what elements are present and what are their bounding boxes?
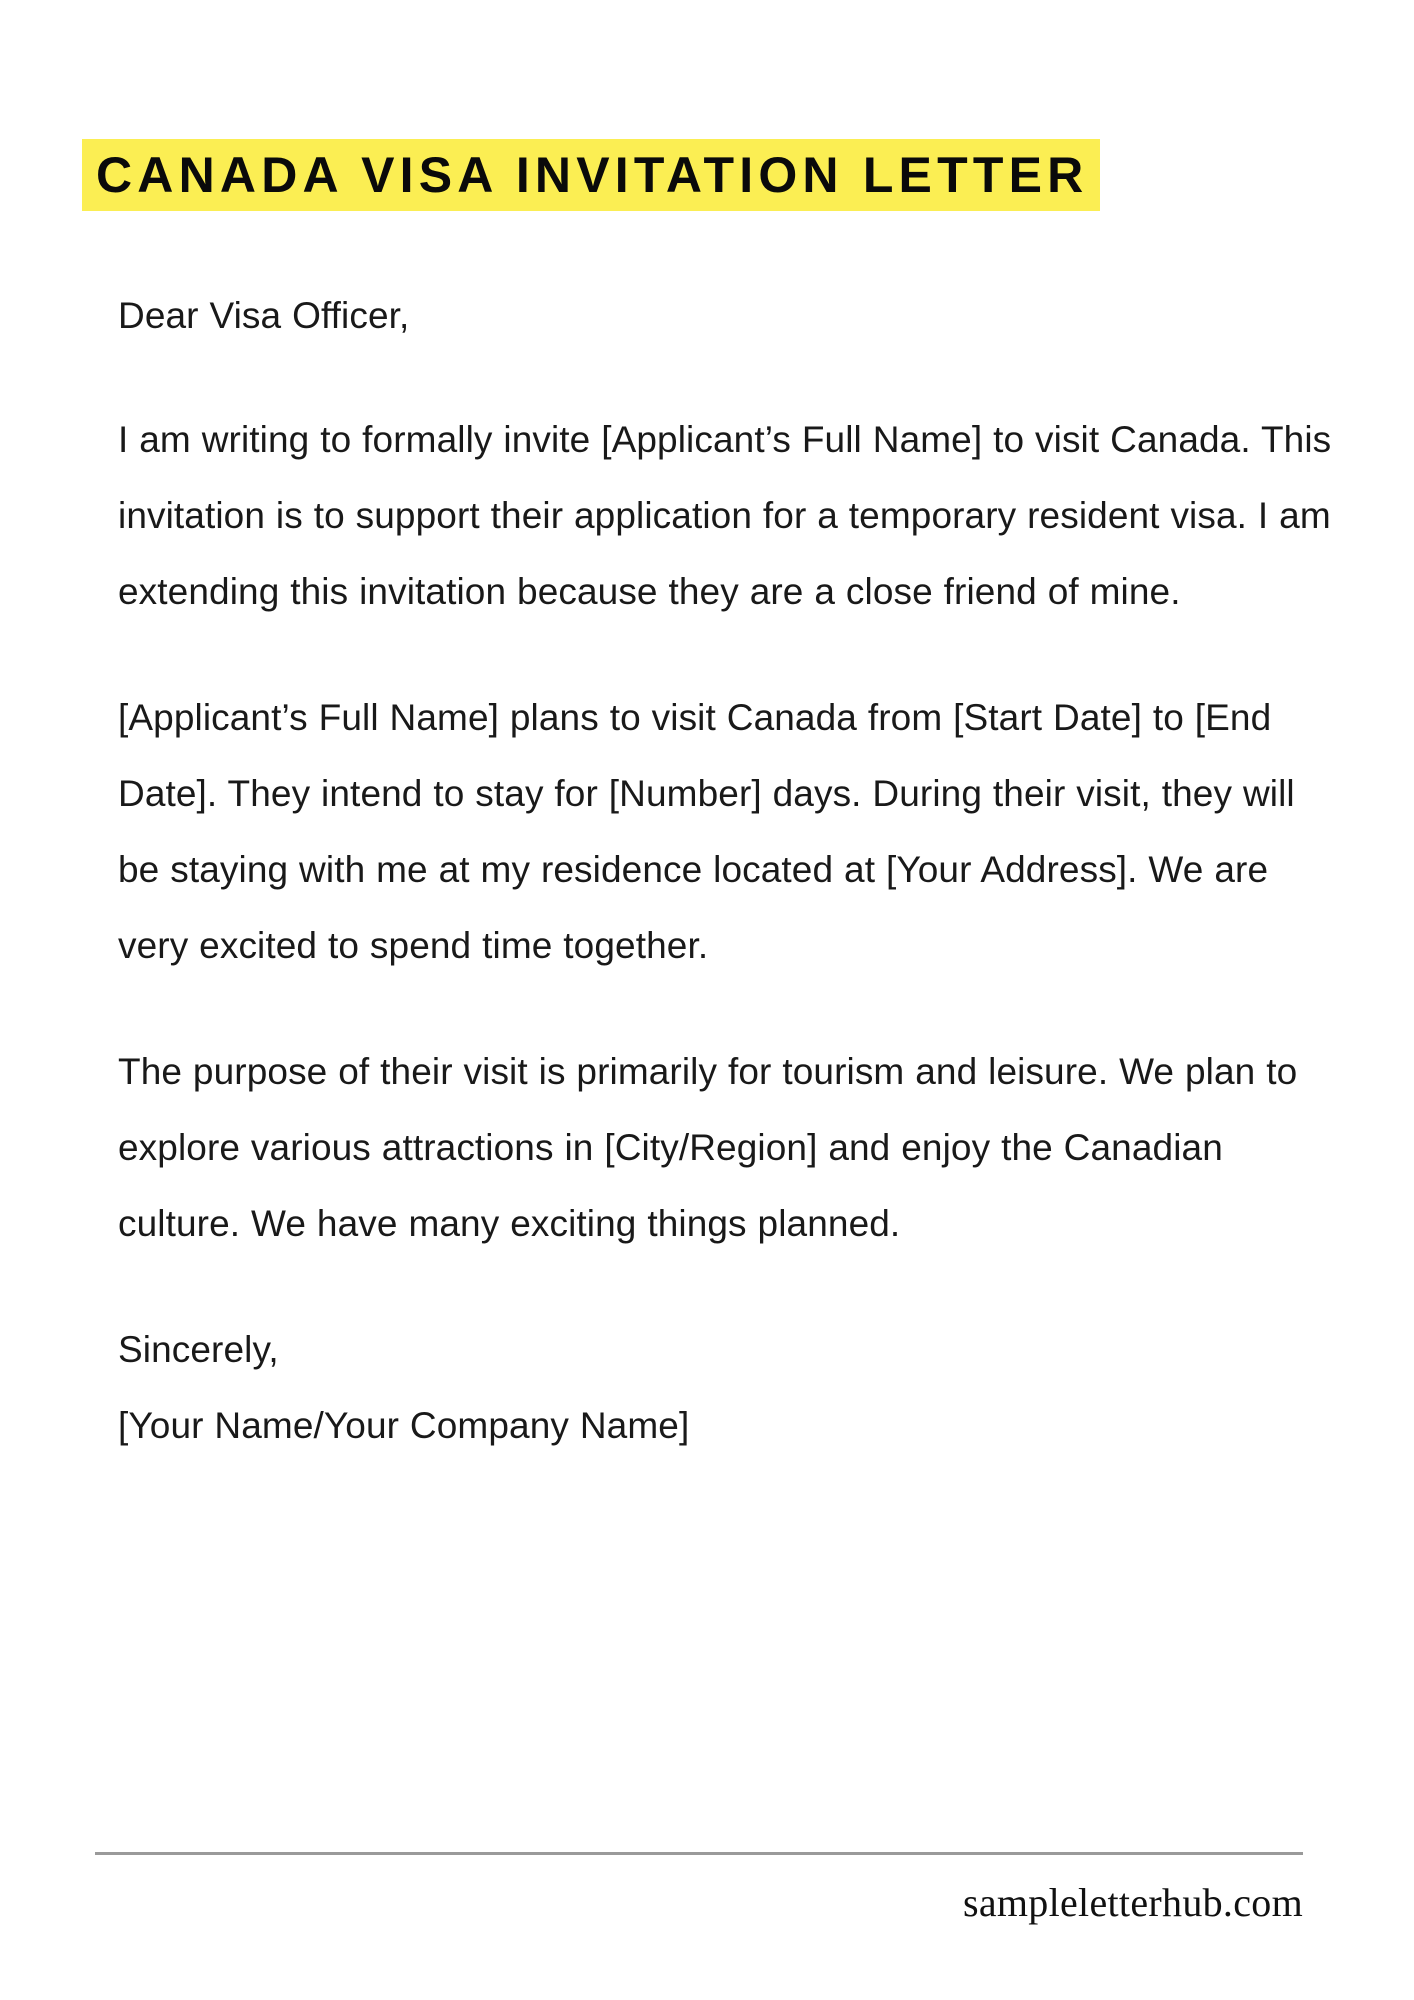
paragraph-3: The purpose of their visit is primarily for tourism and leisure. We plan to explore various attractions in [City/Region] and enjoy the Canadian culture. We have many exciting things planned. xyxy=(118,1051,1298,1244)
letter-body xyxy=(118,278,1346,1464)
signature-line: [Your Name/Your Company Name] xyxy=(118,1405,690,1446)
paragraph-1: I am writing to formally invite [Applicant’s Full Name] to visit Canada. This invitation is to support their application for a temporary resident visa. I am extending this invitation because they are a close friend of mine. xyxy=(118,419,1332,612)
paragraph-2: [Applicant’s Full Name] plans to visit Canada from [Start Date] to [End Date]. They intend to stay for [Number] days. During their visit, they will be staying with me at my residence located at [Your Address]. We are very excited to spend time together. xyxy=(118,697,1295,966)
page-footer xyxy=(95,1852,1303,1926)
closing-salutation: Sincerely, xyxy=(118,1329,279,1370)
salutation: Dear Visa Officer, xyxy=(118,295,410,336)
footer-divider xyxy=(95,1852,1303,1855)
page-title: CANADA VISA INVITATION LETTER xyxy=(82,139,1100,211)
page-title-container xyxy=(82,105,1274,244)
closing-block xyxy=(118,1312,1346,1464)
footer-website: sampleletterhub.com xyxy=(962,1880,1303,1925)
